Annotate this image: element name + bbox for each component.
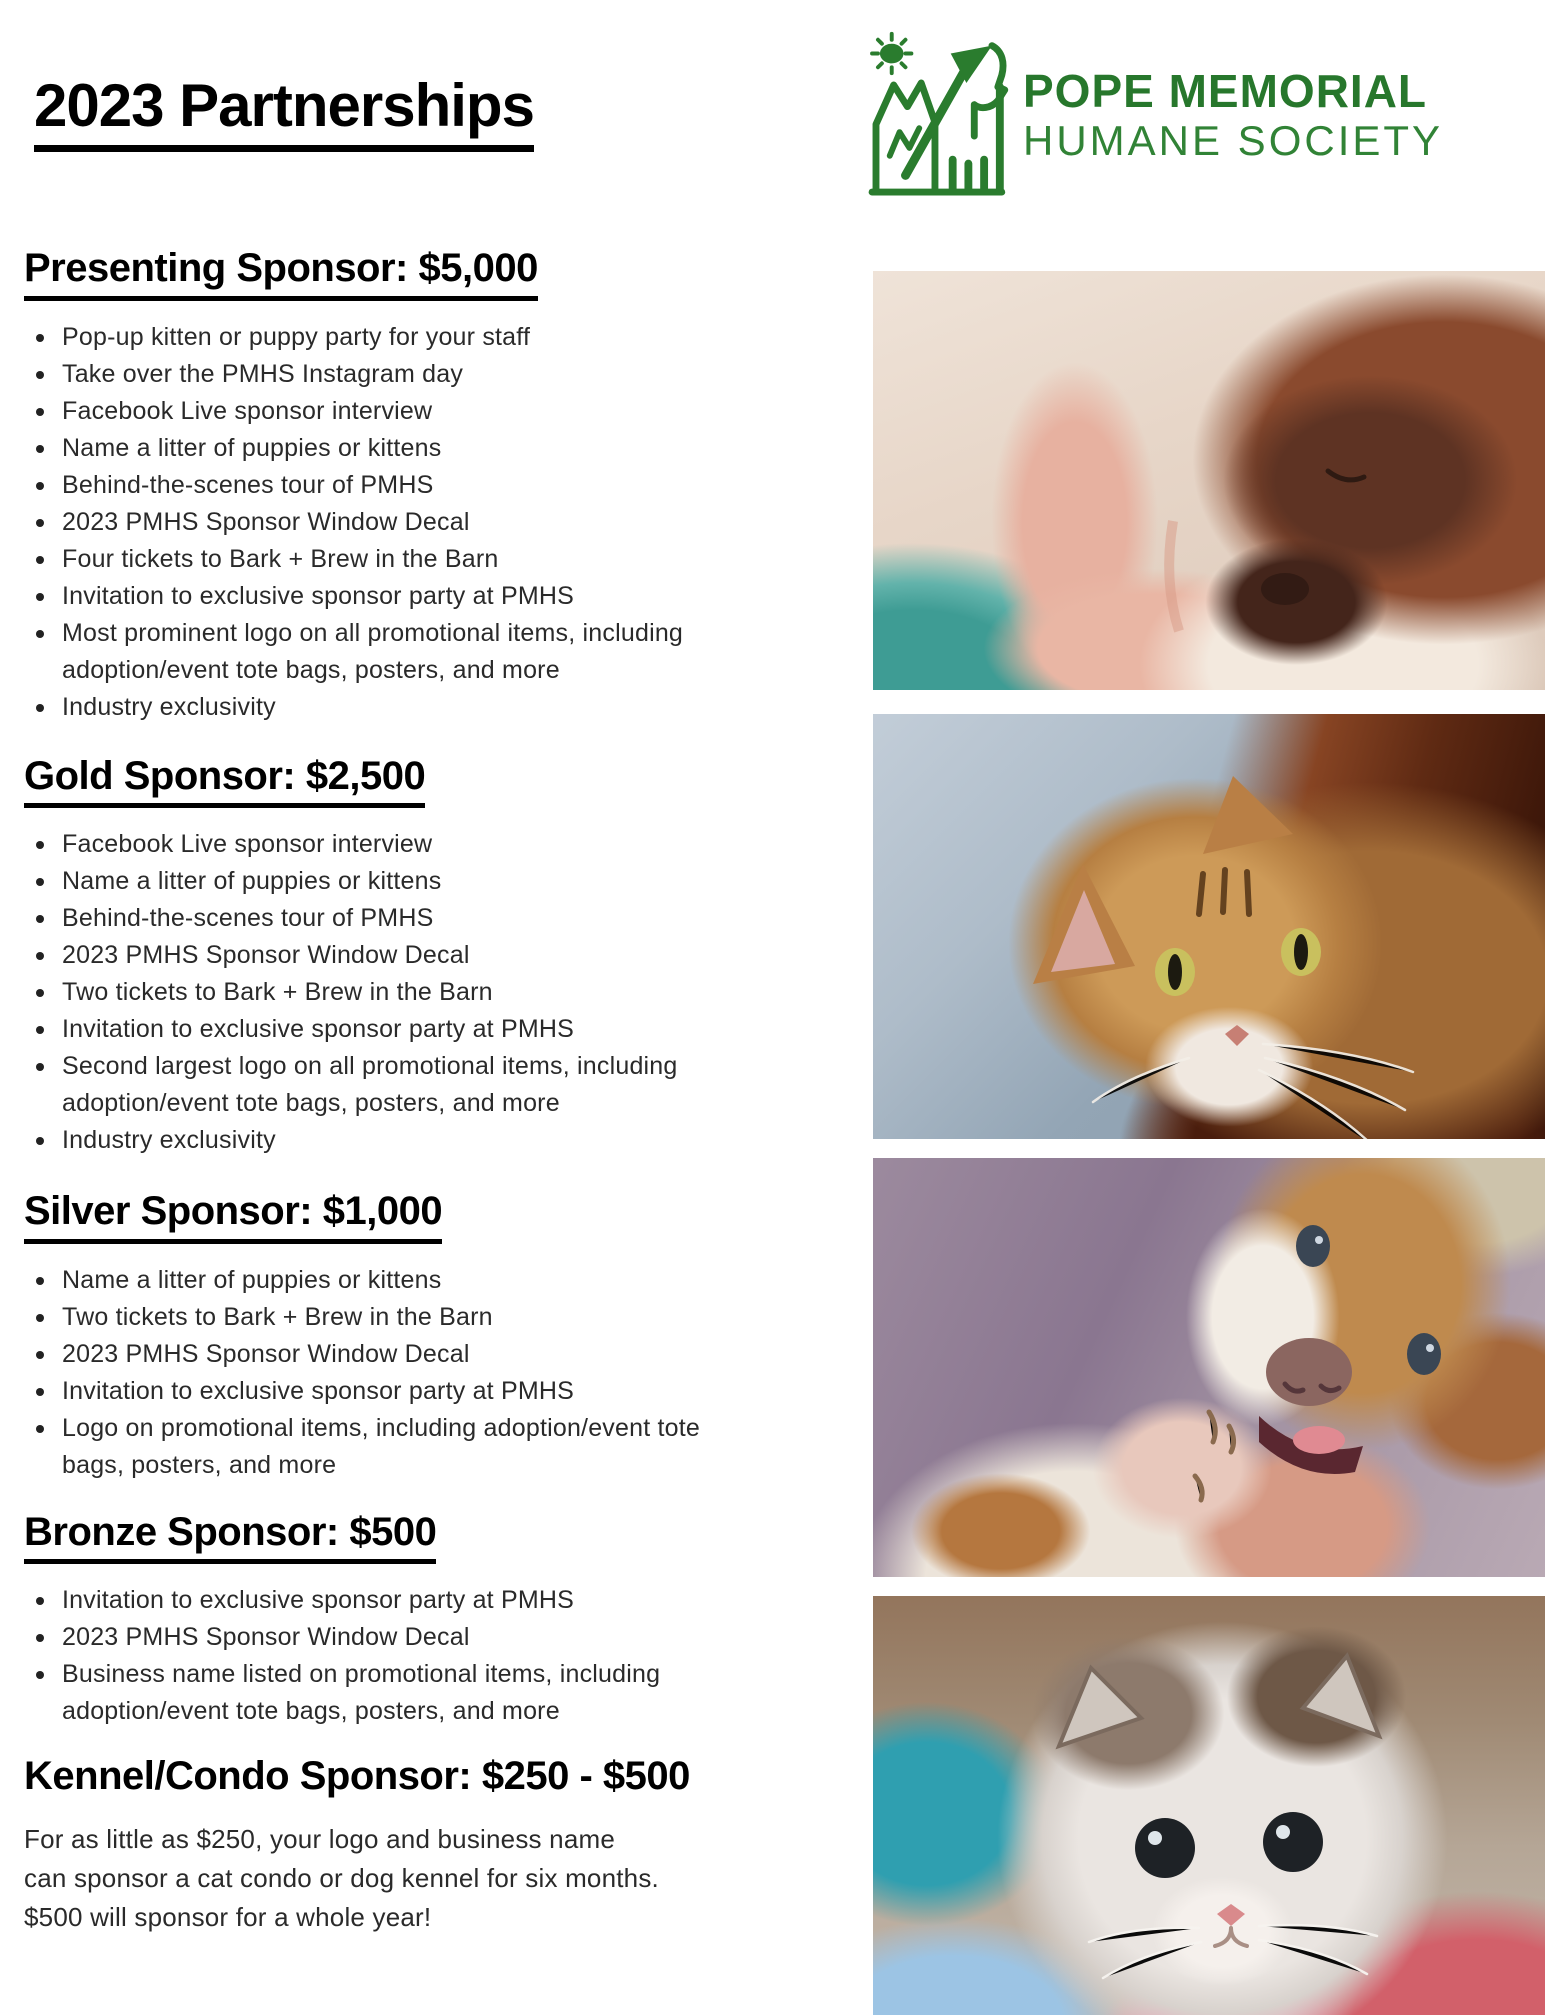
bullet-item: Name a litter of puppies or kittens	[24, 863, 730, 900]
gold-benefits-list	[24, 826, 730, 1159]
bullet-item: Industry exclusivity	[24, 1122, 730, 1159]
bullet-item: Name a litter of puppies or kittens	[24, 1262, 730, 1299]
bullet-item: Four tickets to Bark + Brew in the Barn	[24, 541, 730, 578]
bullet-item: Behind-the-scenes tour of PMHS	[24, 467, 730, 504]
photo-calico-kitten	[873, 1596, 1545, 2015]
bullet-item: Invitation to exclusive sponsor party at PMHS	[24, 1582, 730, 1619]
bullet-item: Facebook Live sponsor interview	[24, 826, 730, 863]
section-heading-kennel-condo: Kennel/Condo Sponsor: $250 - $500	[24, 1754, 690, 1799]
bullet-item: 2023 PMHS Sponsor Window Decal	[24, 504, 730, 541]
bullet-item: Most prominent logo on all promotional items, including adoption/event tote bags, posters, and more	[24, 615, 730, 689]
org-name-line1: POPE MEMORIAL	[1023, 64, 1428, 117]
bullet-item: 2023 PMHS Sponsor Window Decal	[24, 1619, 730, 1656]
org-logo	[853, 24, 1533, 199]
dog-cat-sun-logo-icon	[853, 26, 1013, 198]
page-title: 2023 Partnerships	[34, 76, 534, 152]
presenting-benefits-list	[24, 319, 730, 726]
bullet-item: Second largest logo on all promotional items, including adoption/event tote bags, posters, and more	[24, 1048, 730, 1122]
photo-puppy-chewing-finger	[873, 1158, 1545, 1577]
bullet-item: 2023 PMHS Sponsor Window Decal	[24, 937, 730, 974]
section-heading-bronze: Bronze Sponsor: $500	[24, 1512, 436, 1565]
bullet-item: Two tickets to Bark + Brew in the Barn	[24, 974, 730, 1011]
flyer-content	[24, 0, 854, 1937]
bullet-item: Take over the PMHS Instagram day	[24, 356, 730, 393]
bronze-benefits-list	[24, 1582, 730, 1730]
bullet-item: Business name listed on promotional items, including adoption/event tote bags, posters, and more	[24, 1656, 730, 1730]
bullet-item: Behind-the-scenes tour of PMHS	[24, 900, 730, 937]
bullet-item: Pop-up kitten or puppy party for your staff	[24, 319, 730, 356]
silver-benefits-list	[24, 1262, 730, 1484]
photo-newborn-puppy	[873, 271, 1545, 690]
section-heading-presenting: Presenting Sponsor: $5,000	[24, 248, 538, 301]
photo-tabby-cat	[873, 714, 1545, 1139]
section-heading-gold: Gold Sponsor: $2,500	[24, 756, 425, 809]
kennel-condo-description: For as little as $250, your logo and business name can sponsor a cat condo or dog kennel for six months. $500 will sponsor for a whole year!	[24, 1823, 659, 1932]
bullet-item: Logo on promotional items, including adoption/event tote bags, posters, and more	[24, 1410, 730, 1484]
org-name-line2: HUMANE SOCIETY	[1023, 116, 1444, 164]
bullet-item: Industry exclusivity	[24, 689, 730, 726]
bullet-item: Facebook Live sponsor interview	[24, 393, 730, 430]
bullet-item: Two tickets to Bark + Brew in the Barn	[24, 1299, 730, 1336]
bullet-item: Invitation to exclusive sponsor party at PMHS	[24, 578, 730, 615]
bullet-item: Invitation to exclusive sponsor party at PMHS	[24, 1011, 730, 1048]
section-heading-silver: Silver Sponsor: $1,000	[24, 1191, 442, 1244]
bullet-item: Invitation to exclusive sponsor party at PMHS	[24, 1373, 730, 1410]
bullet-item: Name a litter of puppies or kittens	[24, 430, 730, 467]
bullet-item: 2023 PMHS Sponsor Window Decal	[24, 1336, 730, 1373]
